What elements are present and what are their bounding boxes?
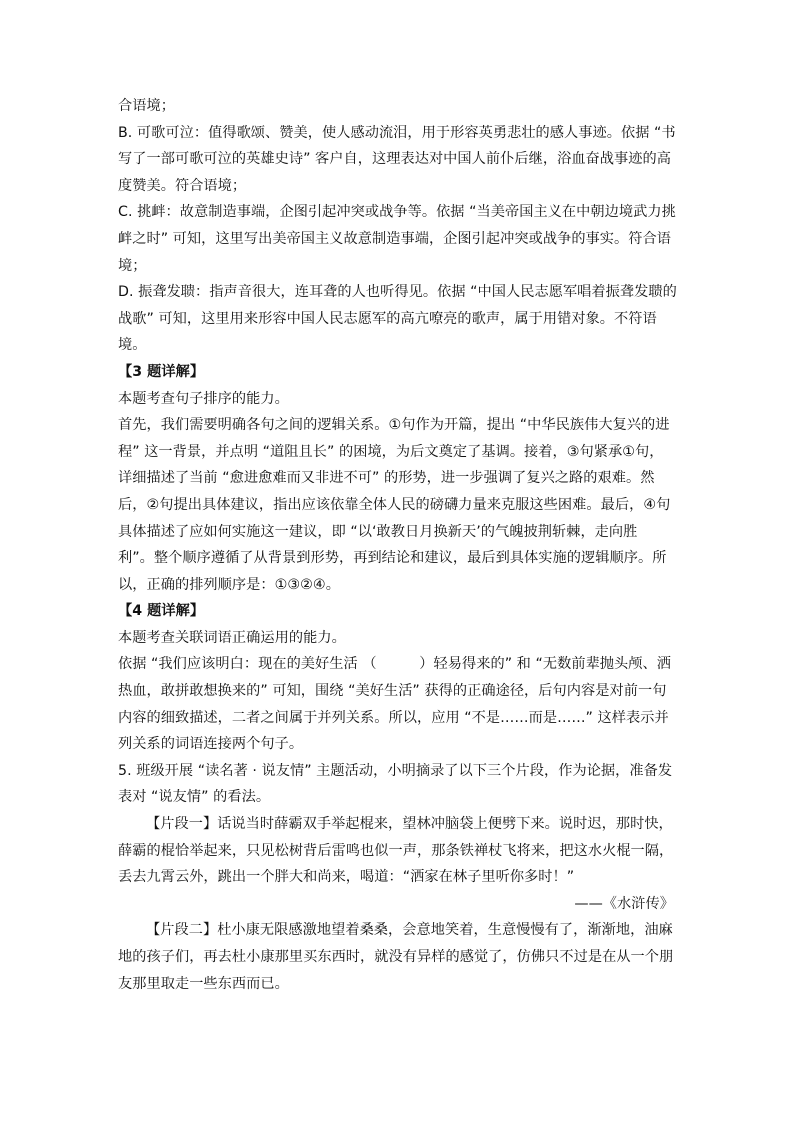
text-line: 境； (118, 257, 147, 274)
text-line: 合语境； (118, 98, 175, 114)
text-line: 以，正确的排列顺序是：①③②④。 (118, 576, 340, 593)
section-heading-q3: 【3 题详解】 (118, 363, 205, 380)
option-d-line: D. 振聋发聩：指声音很大，连耳聋的人也听得见。依据 “中国人民志愿军唱着振聋发聩的 (118, 284, 677, 301)
text-line: 后，②句提出具体建议，指出应该依靠全体人民的磅礴力量来克服这些困难。最后，④句 (118, 496, 671, 513)
text-line: 本题考查句子排序的能力。 (118, 390, 289, 407)
text-line: 列关系的词语连接两个句子。 (118, 736, 304, 753)
text-line: 境。 (118, 337, 147, 354)
document-page (118, 93, 677, 997)
text-line: 衅之时” 可知，这里写出美帝国主义故意制造事端，企图引起冲突或战争的事实。符合语 (118, 230, 671, 247)
text-line: 详细描述了当前 “愈进愈难而又非进不可” 的形势，进一步强调了复兴之路的艰难。然 (118, 470, 655, 487)
question-5-line: 5. 班级开展 “读名著 · 说友情” 主题活动，小明摘录了以下三个片段，作为论据，准备发 (118, 762, 673, 779)
text-line: 友那里取走一些东西而已。 (118, 975, 289, 992)
text-line: 战歌” 可知，这里用来形容中国人民志愿军的高亢嘹亮的歌声，属于用错对象。不符语 (118, 310, 657, 327)
excerpt-one-line: 【片段一】话说当时薛霸双手举起棍来，望林冲脑袋上便劈下来。说时迟，那时快， (146, 816, 673, 833)
text-line: 薛霸的棍恰举起来，只见松树背后雷鸣也似一声，那条铁禅杖飞将来，把这水火棍一隔， (118, 842, 674, 859)
option-c-line: C. 挑衅：故意制造事端，企图引起冲突或战争等。依据 “当美帝国主义在中朝边境武力挑 (118, 204, 676, 221)
excerpt-two-line: 【片段二】杜小康无限感激地望着桑桑，会意地笑着，生意慢慢有了，渐渐地，油麻 (146, 922, 673, 939)
text-line: 度赞美。符合语境； (118, 177, 247, 194)
text-line: 热血，敢拼敢想换来的” 可知，围绕 “美好生活” 获得的正确途径，后句内容是对前一句 (118, 683, 667, 700)
option-b-line: B. 可歌可泣：值得歌颂、赞美，使人感动流泪，用于形容英勇悲壮的感人事迹。依据 “书 (118, 124, 676, 141)
text-line: 丢去九霄云外，跳出一个胖大和尚来，喝道：“洒家在林子里听你多时！” (118, 869, 575, 886)
text-line: 表对 “说友情” 的看法。 (118, 789, 271, 806)
text-line: 利”。整个顺序遵循了从背景到形势，再到结论和建议，最后到具体实施的逻辑顺序。所 (118, 550, 667, 567)
text-line: 具体描述了应如何实施这一建议，即 “以‘敢教日月换新天’的气魄披荆斩棘，走向胜 (118, 523, 638, 540)
text-line: 首先，我们需要明确各句之间的逻辑关系。①句作为开篇，提出 “中华民族伟大复兴的进 (118, 417, 670, 434)
text-line: 地的孩子们，再去杜小康那里买东西时，就没有异样的感觉了，仿佛只不过是在从一个朋 (118, 949, 674, 965)
text-line: 内容的细致描述，二者之间属于并列关系。所以，应用 “不是……而是……” 这样表示并 (118, 709, 669, 726)
text-line: 程” 这一背景，并点明 “道阻且长” 的困境，为后文奠定了基调。接着，③句紧承①句， (118, 443, 664, 460)
text-line: 本题考查关联词语正确运用的能力。 (118, 629, 346, 646)
text-line: 写了一部可歌可泣的英雄史诗” 客户自，这理表达对中国人前仆后继，浴血奋战事迹的高 (118, 151, 671, 168)
excerpt-source: ——《水浒传》 (574, 895, 674, 912)
text-line: 依据 “我们应该明白：现在的美好生活 （ ）轻易得来的” 和 “无数前辈抛头颅、洒 (118, 656, 671, 673)
section-heading-q4: 【4 题详解】 (118, 603, 205, 620)
